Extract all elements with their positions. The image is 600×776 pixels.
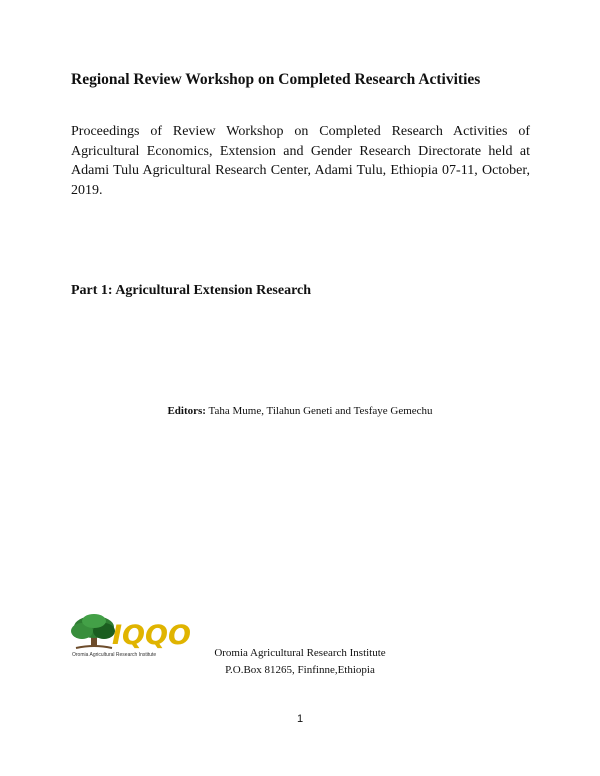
intro-paragraph: Proceedings of Review Workshop on Completed Research Activities of Agricultural Economics, Extension and Gender Research Directorate held at Adami Tulu Agricultural Research Center, Adami Tulu, Ethiopia 07-11, October, 2019. xyxy=(71,124,530,198)
logo-wordmark: IQQO xyxy=(112,620,191,651)
part-heading: Part 1: Agricultural Extension Research xyxy=(71,283,312,298)
page-number: 1 xyxy=(296,713,304,725)
logo-caption: Oromia Agricultural Research Institute xyxy=(72,652,157,658)
publisher-name: Oromia Agricultural Research Institute xyxy=(214,647,386,659)
page-title: Regional Review Workshop on Completed Research Activities xyxy=(71,71,481,88)
publisher-block xyxy=(0,645,600,679)
tree-icon xyxy=(71,614,115,648)
publisher-address: P.O.Box 81265, Finfinne,Ethiopia xyxy=(225,664,375,676)
editors-names: Taha Mume, Tilahun Geneti and Tesfaye Gemechu xyxy=(208,405,433,417)
editors-line xyxy=(0,405,600,417)
editors-label: Editors: xyxy=(167,405,206,417)
